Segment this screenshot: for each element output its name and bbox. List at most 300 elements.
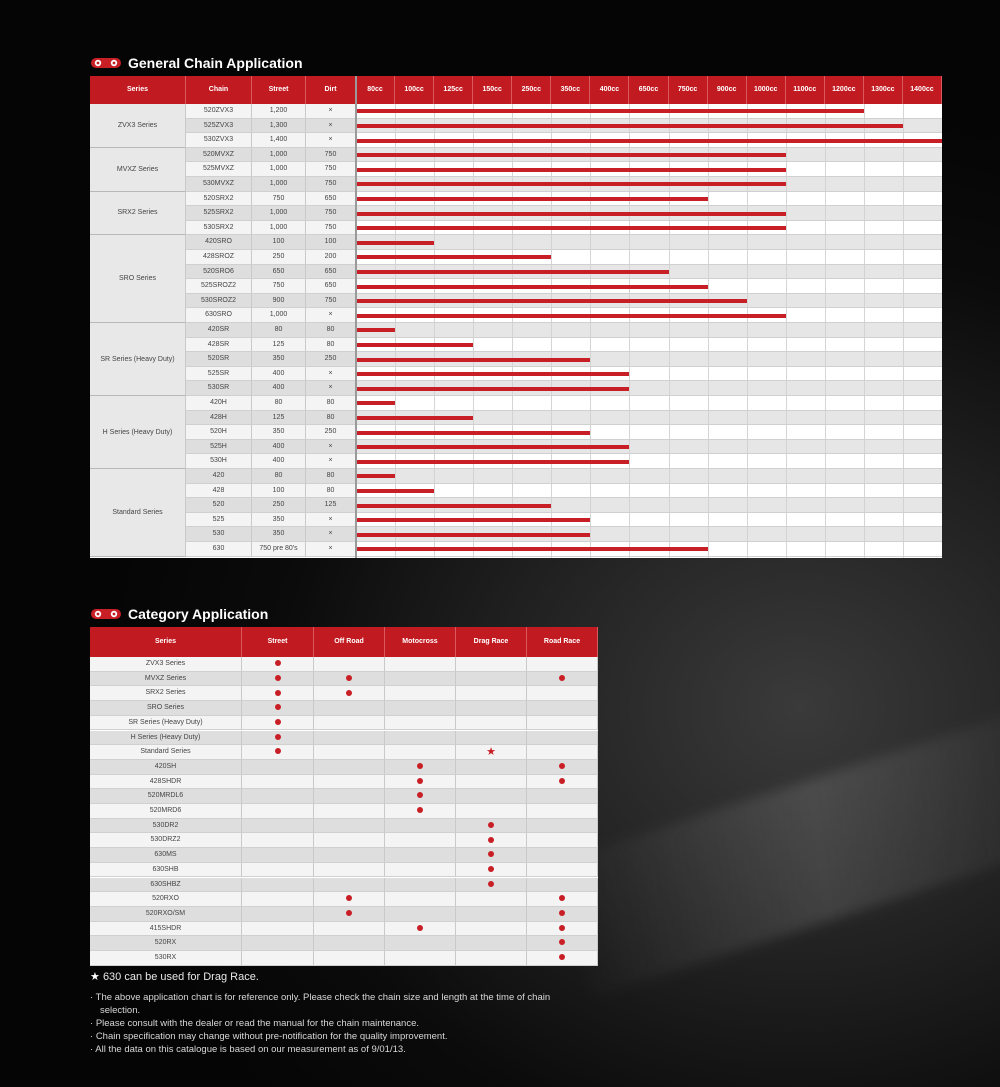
category-mark-cell <box>385 686 456 701</box>
cell-street: 400 <box>252 381 306 396</box>
category-row-name: 520RXO/SM <box>90 907 242 922</box>
application-bar <box>356 168 786 172</box>
cell-street: 350 <box>252 425 306 440</box>
category-mark-cell <box>242 951 314 966</box>
cell-chain: 420SRO <box>186 235 252 250</box>
cell-street: 125 <box>252 338 306 353</box>
category-row-name: 530DR2 <box>90 819 242 834</box>
cell-dirt: 80 <box>306 323 356 338</box>
drag-race-footnote <box>90 970 259 983</box>
application-bar <box>356 314 786 318</box>
category-mark-cell <box>527 686 598 701</box>
category-mark-cell <box>385 731 456 746</box>
application-bar <box>356 343 473 347</box>
cell-chain: 525SROZ2 <box>186 279 252 294</box>
category-mark-cell <box>314 760 385 775</box>
category-mark-cell <box>314 922 385 937</box>
applicable-dot-icon <box>346 910 352 916</box>
category-row-name: MVXZ Series <box>90 672 242 687</box>
category-mark-cell <box>314 848 385 863</box>
category-mark-cell <box>456 951 527 966</box>
applicable-dot-icon <box>275 660 281 666</box>
cell-street: 1,000 <box>252 148 306 163</box>
category-mark-cell <box>385 863 456 878</box>
category-mark-cell <box>385 657 456 672</box>
header-cc-label: 1100cc <box>786 76 825 104</box>
category-mark-cell <box>456 819 527 834</box>
applicable-dot-icon <box>559 778 565 784</box>
cell-street: 400 <box>252 367 306 382</box>
cell-chain: 520H <box>186 425 252 440</box>
header-dirt: Dirt <box>306 76 356 104</box>
applicable-dot-icon <box>417 925 423 931</box>
cell-chain: 525SRX2 <box>186 206 252 221</box>
category-mark-cell <box>527 657 598 672</box>
category-mark-cell <box>456 833 527 848</box>
cell-chain: 530H <box>186 454 252 469</box>
category-mark-cell <box>456 936 527 951</box>
application-bar <box>356 153 786 157</box>
category-row-name: SR Series (Heavy Duty) <box>90 716 242 731</box>
category-mark-cell <box>314 789 385 804</box>
cell-dirt: 200 <box>306 250 356 265</box>
general-table-header <box>90 76 942 104</box>
applicable-dot-icon <box>275 704 281 710</box>
category-mark-cell <box>385 848 456 863</box>
cell-chain: 530ZVX3 <box>186 133 252 148</box>
applicable-dot-icon <box>559 954 565 960</box>
category-row-name: 630SHBZ <box>90 878 242 893</box>
applicable-dot-icon <box>346 675 352 681</box>
application-bar <box>356 197 708 201</box>
cell-dirt: 750 <box>306 162 356 177</box>
cell-dirt: 80 <box>306 411 356 426</box>
cell-chain: 525 <box>186 513 252 528</box>
cell-street: 80 <box>252 323 306 338</box>
applicable-dot-icon <box>417 778 423 784</box>
general-chain-table <box>90 76 942 558</box>
cell-dirt: 80 <box>306 396 356 411</box>
applicable-dot-icon <box>275 690 281 696</box>
category-mark-cell <box>385 716 456 731</box>
series-cell: H Series (Heavy Duty) <box>90 396 186 469</box>
cell-dirt: 125 <box>306 498 356 513</box>
application-bar <box>356 358 590 362</box>
category-mark-cell <box>385 936 456 951</box>
header-cc-label: 1200cc <box>825 76 864 104</box>
category-row-name: 420SH <box>90 760 242 775</box>
category-mark-cell <box>385 672 456 687</box>
series-cell: MVXZ Series <box>90 148 186 192</box>
category-mark-cell <box>527 819 598 834</box>
category-header-cell: Off Road <box>314 627 385 657</box>
category-mark-cell <box>385 745 456 760</box>
applicable-dot-icon <box>275 675 281 681</box>
cell-chain: 428H <box>186 411 252 426</box>
category-mark-cell <box>242 789 314 804</box>
application-bar <box>356 226 786 230</box>
category-row-name: 428SHDR <box>90 775 242 790</box>
category-mark-cell <box>527 878 598 893</box>
application-bar <box>356 474 395 478</box>
chart-row-background <box>356 484 942 499</box>
cell-dirt: 750 <box>306 177 356 192</box>
category-mark-cell <box>242 672 314 687</box>
cell-chain: 525SR <box>186 367 252 382</box>
cell-chain: 520SRX2 <box>186 192 252 207</box>
category-row-name: 415SHDR <box>90 922 242 937</box>
category-row-name: 520RXO <box>90 892 242 907</box>
category-mark-cell <box>456 848 527 863</box>
cell-chain: 420SR <box>186 323 252 338</box>
category-row-name: SRO Series <box>90 701 242 716</box>
cell-dirt: × <box>306 381 356 396</box>
note-item: · Please consult with the dealer or read the manual for the chain maintenance. <box>90 1018 420 1029</box>
note-item: · Chain specification may change without pre-notification for the quality improvement. <box>90 1031 448 1042</box>
cell-dirt: 80 <box>306 484 356 499</box>
series-cell: Standard Series <box>90 469 186 557</box>
table-divider <box>355 76 357 558</box>
category-mark-cell <box>242 936 314 951</box>
header-cc-label: 650cc <box>629 76 668 104</box>
series-cell: SR Series (Heavy Duty) <box>90 323 186 396</box>
category-mark-cell <box>385 775 456 790</box>
category-mark-cell <box>527 716 598 731</box>
cell-chain: 420 <box>186 469 252 484</box>
applicable-dot-icon <box>417 763 423 769</box>
application-bar <box>356 124 903 128</box>
cell-chain: 530MVXZ <box>186 177 252 192</box>
cell-dirt: 80 <box>306 338 356 353</box>
category-mark-cell <box>456 672 527 687</box>
category-mark-cell <box>385 789 456 804</box>
category-row-name: SRX2 Series <box>90 686 242 701</box>
applicable-dot-icon <box>559 895 565 901</box>
category-mark-cell <box>456 863 527 878</box>
cell-street: 125 <box>252 411 306 426</box>
cell-street: 1,400 <box>252 133 306 148</box>
category-mark-cell <box>527 922 598 937</box>
category-row-name: H Series (Heavy Duty) <box>90 731 242 746</box>
category-mark-cell <box>242 804 314 819</box>
cell-street: 750 <box>252 192 306 207</box>
category-mark-cell <box>242 907 314 922</box>
category-mark-cell <box>527 936 598 951</box>
category-mark-cell <box>456 804 527 819</box>
cell-chain: 525H <box>186 440 252 455</box>
category-row-name: ZVX3 Series <box>90 657 242 672</box>
category-mark-cell <box>385 922 456 937</box>
cell-chain: 530SR <box>186 381 252 396</box>
category-mark-cell <box>385 907 456 922</box>
category-mark-cell <box>456 922 527 937</box>
applicable-dot-icon <box>488 881 494 887</box>
category-table-header <box>90 627 598 657</box>
category-mark-cell <box>527 892 598 907</box>
applicable-dot-icon <box>559 910 565 916</box>
cell-street: 650 <box>252 265 306 280</box>
cell-chain: 520SRO6 <box>186 265 252 280</box>
category-row-name: 630MS <box>90 848 242 863</box>
footnote-text: 630 can be used for Drag Race. <box>102 971 259 983</box>
cell-dirt: × <box>306 454 356 469</box>
category-mark-cell <box>456 789 527 804</box>
application-bar <box>356 460 629 464</box>
chart-row-background <box>356 323 942 338</box>
category-mark-cell <box>314 745 385 760</box>
category-mark-cell <box>385 833 456 848</box>
application-bar <box>356 270 669 274</box>
chart-row-background <box>356 469 942 484</box>
application-bar <box>356 328 395 332</box>
series-cell: ZVX3 Series <box>90 104 186 148</box>
application-bar <box>356 416 473 420</box>
header-cc-label: 125cc <box>434 76 473 104</box>
header-cc-label: 80cc <box>356 76 395 104</box>
chart-row-background <box>356 396 942 411</box>
cell-chain: 530 <box>186 527 252 542</box>
category-mark-cell <box>527 804 598 819</box>
applicable-dot-icon <box>417 807 423 813</box>
header-cc-label: 150cc <box>473 76 512 104</box>
cell-street: 80 <box>252 396 306 411</box>
header-cc-label: 750cc <box>669 76 708 104</box>
category-mark-cell <box>456 686 527 701</box>
cell-dirt: × <box>306 542 356 557</box>
cell-dirt: × <box>306 308 356 323</box>
series-cell: SRX2 Series <box>90 192 186 236</box>
cell-chain: 420H <box>186 396 252 411</box>
cell-chain: 630 <box>186 542 252 557</box>
category-mark-cell <box>314 686 385 701</box>
category-header-cell: Motocross <box>385 627 456 657</box>
category-row-name: Standard Series <box>90 745 242 760</box>
category-mark-cell <box>456 716 527 731</box>
category-application-table <box>90 627 598 966</box>
category-mark-cell <box>385 951 456 966</box>
header-cc-label: 400cc <box>590 76 629 104</box>
category-mark-cell <box>456 657 527 672</box>
application-bar <box>356 212 786 216</box>
cell-dirt: × <box>306 119 356 134</box>
disclaimer-notes <box>90 991 590 1056</box>
cell-street: 1,000 <box>252 162 306 177</box>
category-mark-cell <box>242 848 314 863</box>
category-mark-cell <box>314 878 385 893</box>
background-light-streak <box>551 703 1000 997</box>
note-item: · All the data on this catalogue is based on our measurement as of 9/01/13. <box>90 1044 406 1055</box>
note-item: · The above application chart is for reference only. Please check the chain size and length at the time of chain selection. <box>90 992 551 1016</box>
cell-street: 350 <box>252 527 306 542</box>
cell-dirt: 650 <box>306 192 356 207</box>
cell-street: 350 <box>252 352 306 367</box>
category-mark-cell <box>527 731 598 746</box>
applicable-dot-icon <box>559 939 565 945</box>
category-mark-cell <box>314 731 385 746</box>
category-mark-cell <box>242 833 314 848</box>
category-mark-cell <box>242 878 314 893</box>
application-bar <box>356 109 864 113</box>
category-mark-cell <box>242 819 314 834</box>
category-mark-cell <box>527 848 598 863</box>
category-mark-cell <box>385 804 456 819</box>
chain-link-icon <box>90 607 122 621</box>
cell-street: 400 <box>252 440 306 455</box>
cell-dirt: 750 <box>306 294 356 309</box>
category-mark-cell <box>385 819 456 834</box>
cell-chain: 530SRX2 <box>186 221 252 236</box>
series-cell: SRO Series <box>90 235 186 323</box>
cell-street: 400 <box>252 454 306 469</box>
applicable-dot-icon <box>346 895 352 901</box>
category-mark-cell <box>242 716 314 731</box>
category-header-cell: Street <box>242 627 314 657</box>
cell-dirt: 250 <box>306 425 356 440</box>
cell-street: 750 pre 80's <box>252 542 306 557</box>
application-bar <box>356 255 551 259</box>
cell-dirt: 650 <box>306 265 356 280</box>
category-mark-cell <box>242 657 314 672</box>
category-mark-cell <box>385 760 456 775</box>
header-cc-label: 1300cc <box>864 76 903 104</box>
cell-chain: 520ZVX3 <box>186 104 252 119</box>
cell-dirt: × <box>306 513 356 528</box>
category-mark-cell <box>456 878 527 893</box>
application-bar <box>356 445 629 449</box>
category-mark-cell <box>385 892 456 907</box>
application-bar <box>356 431 590 435</box>
category-mark-cell <box>527 833 598 848</box>
category-mark-cell <box>456 760 527 775</box>
application-bar <box>356 504 551 508</box>
cell-dirt: 750 <box>306 148 356 163</box>
category-mark-cell <box>242 892 314 907</box>
category-row-name: 630SHB <box>90 863 242 878</box>
category-mark-cell <box>527 951 598 966</box>
cell-dirt: 750 <box>306 206 356 221</box>
cell-street: 250 <box>252 250 306 265</box>
applicable-dot-icon <box>417 792 423 798</box>
header-cc-label: 100cc <box>395 76 434 104</box>
applicable-dot-icon <box>275 734 281 740</box>
cell-chain: 520MVXZ <box>186 148 252 163</box>
category-mark-cell <box>527 863 598 878</box>
cell-street: 1,000 <box>252 221 306 236</box>
header-cc-label: 350cc <box>551 76 590 104</box>
category-mark-cell <box>314 951 385 966</box>
applicable-dot-icon <box>488 837 494 843</box>
category-row-name: 520MRD6 <box>90 804 242 819</box>
cell-street: 1,000 <box>252 177 306 192</box>
category-mark-cell <box>385 701 456 716</box>
category-mark-cell <box>314 804 385 819</box>
cell-street: 80 <box>252 469 306 484</box>
category-mark-cell <box>456 907 527 922</box>
application-bar <box>356 489 434 493</box>
category-mark-cell <box>242 922 314 937</box>
category-mark-cell <box>527 745 598 760</box>
application-bar <box>356 182 786 186</box>
category-mark-cell <box>456 892 527 907</box>
cell-dirt: 250 <box>306 352 356 367</box>
application-bar <box>356 241 434 245</box>
category-mark-cell <box>242 863 314 878</box>
applicable-dot-icon <box>275 748 281 754</box>
applicable-dot-icon <box>559 675 565 681</box>
category-mark-cell <box>314 775 385 790</box>
cell-street: 1,000 <box>252 206 306 221</box>
cell-street: 1,200 <box>252 104 306 119</box>
header-series: Series <box>90 76 186 104</box>
cell-dirt: × <box>306 104 356 119</box>
category-section-title <box>90 606 268 622</box>
category-row-name: 520MRDL6 <box>90 789 242 804</box>
header-cc-label: 1000cc <box>747 76 786 104</box>
category-mark-cell <box>242 745 314 760</box>
category-header-cell: Series <box>90 627 242 657</box>
header-cc-label: 250cc <box>512 76 551 104</box>
cell-dirt: × <box>306 133 356 148</box>
application-bar <box>356 139 942 143</box>
application-bar <box>356 299 747 303</box>
category-mark-cell <box>242 701 314 716</box>
category-mark-cell <box>314 936 385 951</box>
applicable-dot-icon <box>488 866 494 872</box>
cell-chain: 630SRO <box>186 308 252 323</box>
chart-row-background <box>356 235 942 250</box>
cell-street: 250 <box>252 498 306 513</box>
cell-street: 100 <box>252 235 306 250</box>
category-mark-cell <box>527 672 598 687</box>
category-header-cell: Road Race <box>527 627 598 657</box>
applicable-dot-icon <box>488 851 494 857</box>
general-title-text: General Chain Application <box>128 55 303 71</box>
category-row-name: 520RX <box>90 936 242 951</box>
application-bar <box>356 547 708 551</box>
category-mark-cell <box>456 745 527 760</box>
cell-street: 1,300 <box>252 119 306 134</box>
cell-street: 1,000 <box>252 308 306 323</box>
application-bar <box>356 372 629 376</box>
cell-street: 900 <box>252 294 306 309</box>
header-street: Street <box>252 76 306 104</box>
star-icon: ★ <box>90 971 100 983</box>
category-mark-cell <box>242 760 314 775</box>
category-mark-cell <box>242 731 314 746</box>
category-mark-cell <box>456 701 527 716</box>
cell-chain: 520 <box>186 498 252 513</box>
cell-chain: 530SROZ2 <box>186 294 252 309</box>
category-mark-cell <box>242 686 314 701</box>
category-mark-cell <box>456 775 527 790</box>
category-mark-cell <box>242 775 314 790</box>
applicable-dot-icon <box>275 719 281 725</box>
application-bar <box>356 285 708 289</box>
category-mark-cell <box>314 672 385 687</box>
header-cc-label: 900cc <box>708 76 747 104</box>
application-bar <box>356 533 590 537</box>
header-cc-label: 1400cc <box>903 76 942 104</box>
cell-dirt: × <box>306 440 356 455</box>
cell-chain: 520SR <box>186 352 252 367</box>
category-title-text: Category Application <box>128 606 269 622</box>
category-mark-cell <box>456 731 527 746</box>
cell-street: 750 <box>252 279 306 294</box>
cell-dirt: 80 <box>306 469 356 484</box>
category-mark-cell <box>527 907 598 922</box>
cell-street: 350 <box>252 513 306 528</box>
cell-chain: 525ZVX3 <box>186 119 252 134</box>
